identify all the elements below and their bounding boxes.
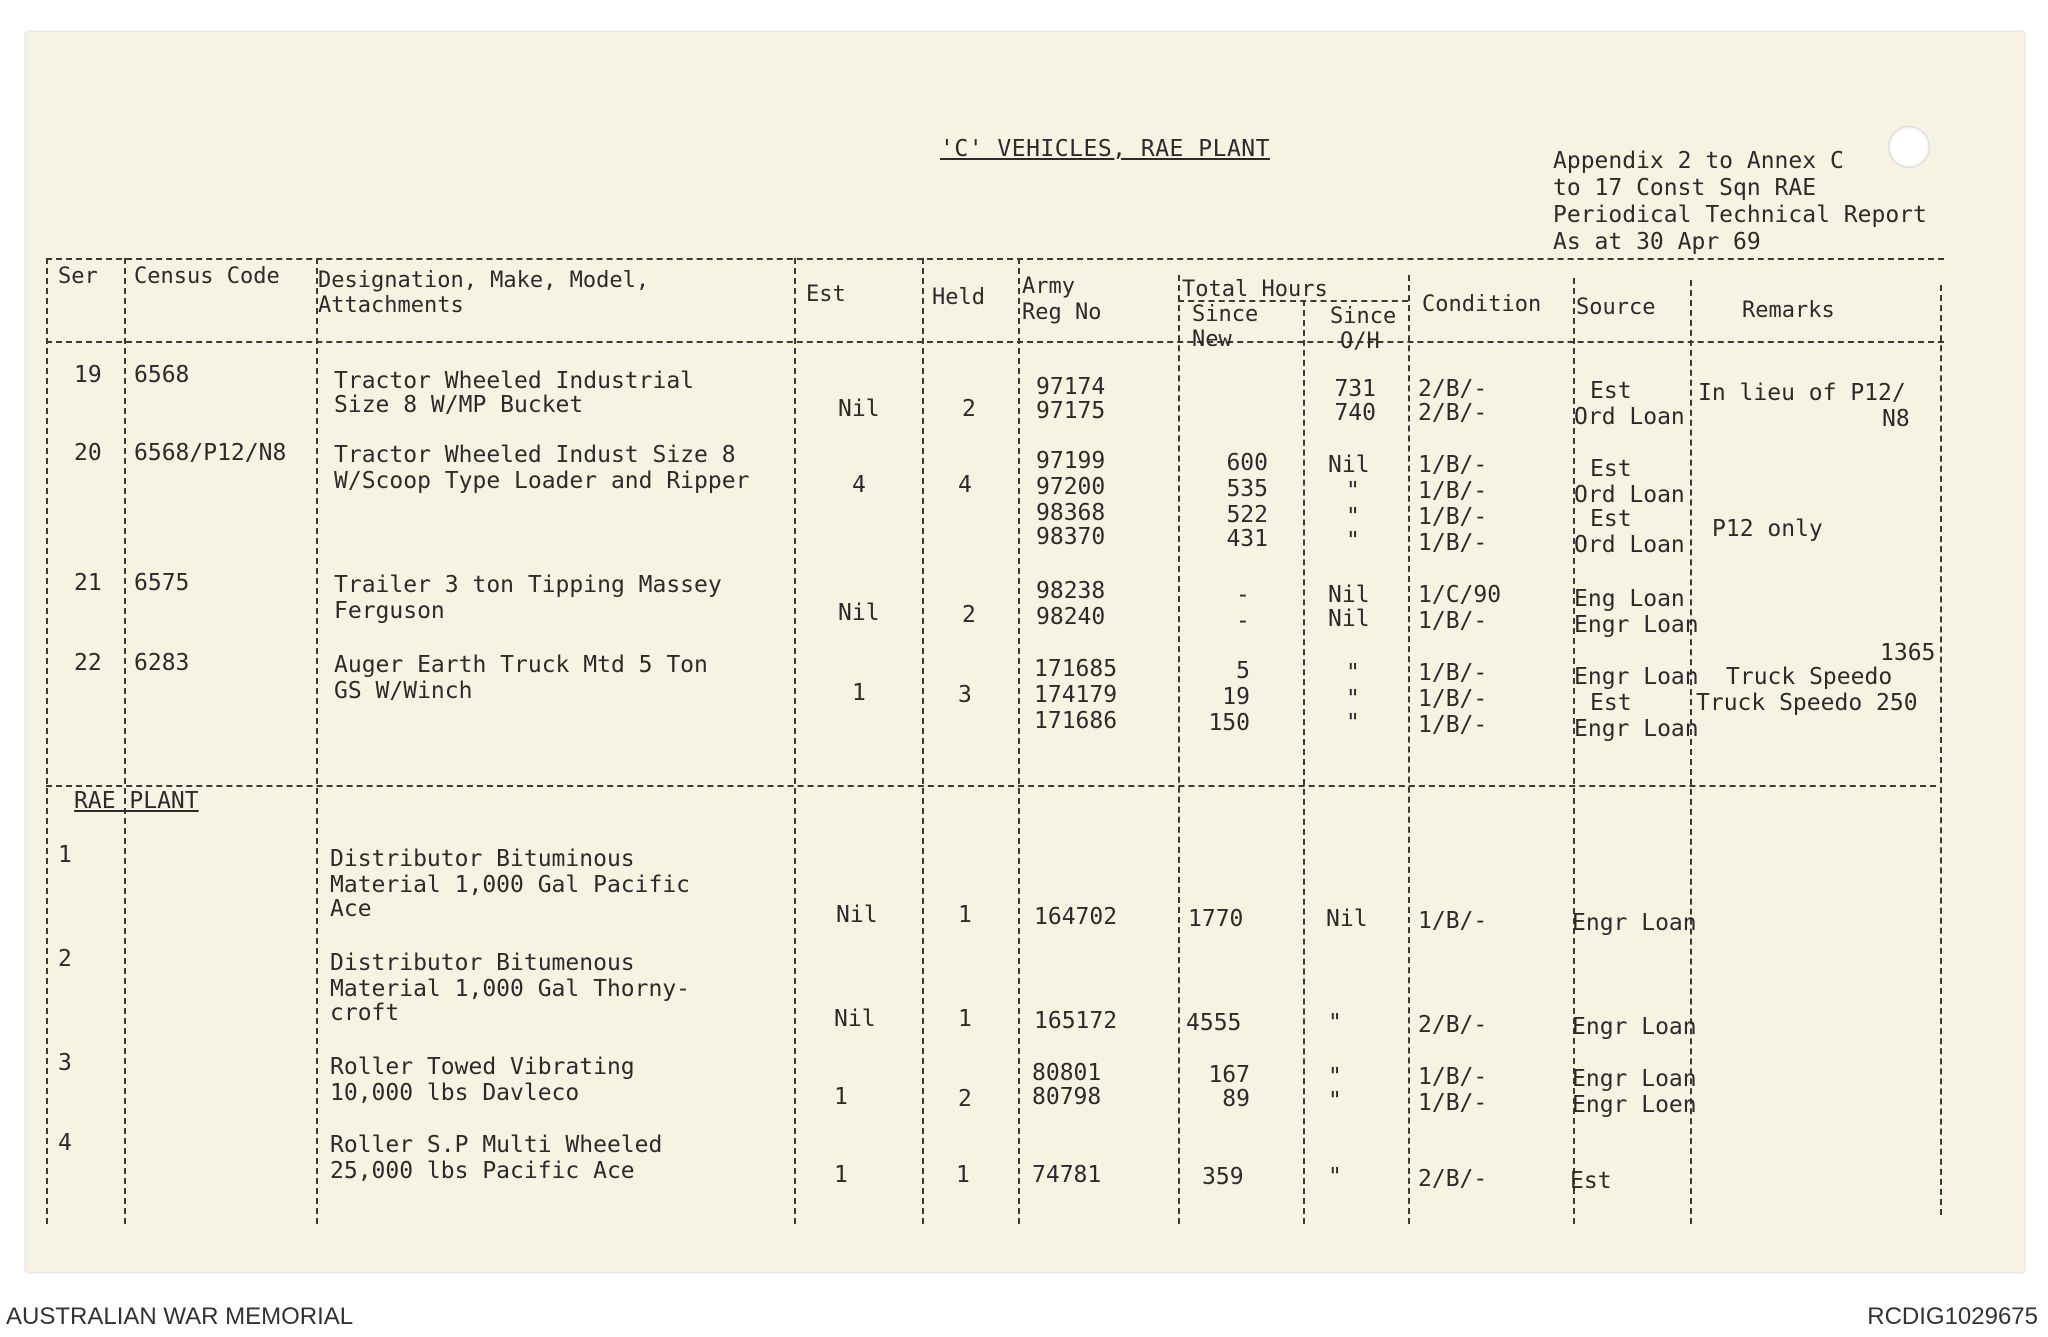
row-since-oh: Nil: [1328, 582, 1370, 608]
row-source: Est: [1590, 506, 1632, 532]
header-source: Source: [1576, 295, 1656, 320]
plant-row-source: Engr Loen: [1572, 1092, 1697, 1118]
plant-row-designation: Distributor Bitumenous: [330, 950, 635, 976]
plant-row-est: Nil: [836, 902, 878, 928]
row-source: Engr Loan: [1574, 664, 1699, 690]
row-since-oh: ": [1346, 686, 1360, 712]
plant-row-designation: Distributor Bituminous: [330, 846, 635, 872]
plant-row-designation: 10,000 lbs Davleco: [330, 1080, 580, 1106]
appendix-line: Periodical Technical Report: [1553, 202, 1927, 228]
plant-row-held: 1: [956, 1162, 970, 1188]
plant-row-since-new: 4555: [1186, 1010, 1242, 1036]
row-est: Nil: [838, 396, 880, 422]
plant-row-reg-no: 80798: [1032, 1084, 1102, 1110]
row-since-oh: Nil: [1328, 606, 1370, 632]
plant-row-since-new: 89: [1222, 1086, 1250, 1112]
row-since-oh: ": [1346, 528, 1360, 554]
row-census-code: 6575: [134, 570, 190, 596]
row-since-new: 535: [1226, 476, 1268, 502]
row-since-oh: ": [1346, 478, 1360, 504]
row-source: Engr Loan: [1574, 612, 1699, 638]
plant-row-condition: 2/B/-: [1418, 1012, 1488, 1038]
header-census-code: Census Code: [134, 264, 280, 289]
row-est: 1: [852, 680, 866, 706]
row-reg-no: 171685: [1034, 656, 1118, 682]
row-designation: Auger Earth Truck Mtd 5 Ton: [334, 652, 708, 678]
row-condition: 1/B/-: [1418, 686, 1488, 712]
col-line: [794, 258, 796, 1224]
row-designation: W/Scoop Type Loader and Ripper: [334, 468, 750, 494]
row-designation: GS W/Winch: [334, 678, 473, 704]
plant-row-reg-no: 164702: [1034, 904, 1118, 930]
row-since-new: -: [1236, 608, 1250, 634]
plant-row-designation: Roller Towed Vibrating: [330, 1054, 635, 1080]
plant-row-condition: 1/B/-: [1418, 1090, 1488, 1116]
plant-row-since-oh: ": [1328, 1164, 1342, 1190]
row-condition: 1/B/-: [1418, 530, 1488, 556]
row-reg-no: 174179: [1034, 682, 1118, 708]
plant-row-designation: Roller S.P Multi Wheeled: [330, 1132, 663, 1158]
header-est: Est: [806, 282, 846, 307]
header-rule: [46, 341, 1944, 343]
footer-credit: AUSTRALIAN WAR MEMORIAL: [6, 1303, 354, 1330]
plant-row-designation: Ace: [330, 896, 372, 922]
row-source: Ord Loan: [1574, 404, 1685, 430]
appendix-line: Appendix 2 to Annex C: [1553, 148, 1844, 174]
row-designation: Tractor Wheeled Industrial: [334, 368, 695, 394]
row-source: Ord Loan: [1574, 532, 1685, 558]
row-since-new: 431: [1226, 526, 1268, 552]
plant-row-held: 1: [958, 1006, 972, 1032]
row-reg-no: 98368: [1036, 500, 1106, 526]
plant-row-reg-no: 165172: [1034, 1008, 1118, 1034]
plant-row-source: Engr Loan: [1572, 1066, 1697, 1092]
row-designation: Ferguson: [334, 598, 445, 624]
plant-row-designation: 25,000 lbs Pacific Ace: [330, 1158, 635, 1184]
plant-row-since-oh: Nil: [1326, 906, 1368, 932]
row-designation: Trailer 3 ton Tipping Massey: [334, 572, 722, 598]
plant-row-ser: 1: [58, 842, 72, 868]
row-census-code: 6568: [134, 362, 190, 388]
plant-row-since-new: 1770: [1188, 906, 1244, 932]
row-designation: Size 8 W/MP Bucket: [334, 392, 584, 418]
plant-row-since-new: 167: [1208, 1062, 1250, 1088]
row-condition: 1/B/-: [1418, 712, 1488, 738]
row-ser: 19: [74, 362, 102, 388]
row-census-code: 6283: [134, 650, 190, 676]
row-census-code: 6568/P12/N8: [134, 440, 287, 466]
table-top-rule: [46, 258, 1944, 260]
row-designation: Tractor Wheeled Indust Size 8: [334, 442, 736, 468]
header-designation: Attachments: [318, 293, 464, 318]
row-since-new: -: [1236, 582, 1250, 608]
row-remarks: Truck Speedo 250: [1696, 690, 1918, 716]
row-since-new: 600: [1226, 450, 1268, 476]
row-remarks: In lieu of P12/: [1698, 380, 1906, 406]
row-remarks: 1365: [1880, 640, 1936, 666]
row-held: 2: [962, 396, 976, 422]
row-reg-no: 98238: [1036, 578, 1106, 604]
col-line: [1303, 300, 1305, 1224]
col-line: [124, 258, 126, 1224]
row-reg-no: 98240: [1036, 604, 1106, 630]
row-condition: 1/B/-: [1418, 608, 1488, 634]
plant-row-source: Engr Loan: [1572, 1014, 1697, 1040]
row-condition: 1/B/-: [1418, 504, 1488, 530]
col-line: [1018, 258, 1020, 1224]
plant-row-since-oh: ": [1328, 1088, 1342, 1114]
row-condition: 2/B/-: [1418, 400, 1488, 426]
row-reg-no: 171686: [1034, 708, 1118, 734]
plant-row-held: 1: [958, 902, 972, 928]
footer-record-id: RCDIG1029675: [1867, 1303, 2038, 1330]
plant-row-reg-no: 74781: [1032, 1162, 1102, 1188]
header-army-reg: Reg No: [1022, 300, 1102, 325]
header-army-reg: Army: [1022, 274, 1075, 299]
row-source: Est: [1590, 456, 1632, 482]
row-reg-no: 97199: [1036, 448, 1106, 474]
row-remarks: P12 only: [1712, 516, 1823, 542]
plant-row-source: Engr Loan: [1572, 910, 1697, 936]
plant-row-ser: 2: [58, 946, 72, 972]
row-condition: 1/B/-: [1418, 478, 1488, 504]
row-since-new: 19: [1222, 684, 1250, 710]
row-since-oh: ": [1346, 710, 1360, 736]
appendix-line: As at 30 Apr 69: [1553, 229, 1761, 255]
row-since-new: 522: [1226, 502, 1268, 528]
plant-row-reg-no: 80801: [1032, 1060, 1102, 1086]
plant-row-designation: Material 1,000 Gal Pacific: [330, 872, 691, 898]
plant-row-ser: 4: [58, 1130, 72, 1156]
appendix-reference: [1553, 148, 1927, 256]
col-line: [1940, 285, 1942, 1215]
section-rule: [46, 785, 1936, 787]
row-est: 4: [852, 472, 866, 498]
col-line: [1408, 275, 1410, 1224]
header-since-oh: Since: [1330, 304, 1397, 329]
header-since-oh: O/H: [1340, 329, 1380, 354]
row-condition: 1/B/-: [1418, 452, 1488, 478]
plant-row-est: Nil: [834, 1006, 876, 1032]
row-source: Eng Loan: [1574, 586, 1685, 612]
row-source: Est: [1590, 690, 1632, 716]
row-ser: 20: [74, 440, 102, 466]
plant-row-est: 1: [834, 1084, 848, 1110]
row-condition: 1/B/-: [1418, 660, 1488, 686]
row-held: 3: [958, 682, 972, 708]
row-remarks: N8: [1882, 406, 1910, 432]
row-held: 2: [962, 602, 976, 628]
plant-row-condition: 1/B/-: [1418, 1064, 1488, 1090]
plant-row-source: Est: [1570, 1168, 1612, 1194]
plant-row-est: 1: [834, 1162, 848, 1188]
header-total-hours: Total Hours: [1182, 277, 1328, 302]
header-held: Held: [932, 285, 985, 310]
plant-row-since-new: 359: [1202, 1164, 1244, 1190]
row-reg-no: 97200: [1036, 474, 1106, 500]
row-ser: 21: [74, 570, 102, 596]
row-since-new: 150: [1208, 710, 1250, 736]
row-reg-no: 97175: [1036, 398, 1106, 424]
header-ser: Ser: [58, 264, 98, 289]
header-remarks: Remarks: [1742, 298, 1835, 323]
row-since-oh: 740: [1334, 400, 1376, 426]
col-line: [46, 258, 48, 1224]
appendix-line: to 17 Const Sqn RAE: [1553, 175, 1817, 201]
plant-row-designation: Material 1,000 Gal Thorny-: [330, 976, 691, 1002]
row-source: Engr Loan: [1574, 716, 1699, 742]
row-reg-no: 98370: [1036, 524, 1106, 550]
plant-row-designation: croft: [330, 1000, 400, 1026]
row-source: Ord Loan: [1574, 482, 1685, 508]
row-since-oh: ": [1346, 660, 1360, 686]
plant-row-condition: 1/B/-: [1418, 908, 1488, 934]
row-held: 4: [958, 472, 972, 498]
row-condition: 2/B/-: [1418, 376, 1488, 402]
row-remarks: Truck Speedo: [1726, 664, 1893, 690]
plant-row-ser: 3: [58, 1050, 72, 1076]
header-since-new: Since: [1192, 302, 1259, 327]
row-ser: 22: [74, 650, 102, 676]
row-since-new: 5: [1236, 658, 1250, 684]
row-since-oh: 731: [1334, 376, 1376, 402]
header-condition: Condition: [1422, 292, 1542, 317]
row-condition: 1/C/90: [1418, 582, 1502, 608]
row-source: Est: [1590, 378, 1632, 404]
header-designation: Designation, Make, Model,: [318, 268, 650, 293]
row-reg-no: 97174: [1036, 374, 1106, 400]
col-line: [922, 258, 924, 1224]
col-line: [316, 258, 318, 1224]
plant-row-since-oh: ": [1328, 1010, 1342, 1036]
row-since-oh: Nil: [1328, 452, 1370, 478]
header-since-new: New: [1192, 327, 1232, 352]
plant-row-since-oh: ": [1328, 1064, 1342, 1090]
row-est: Nil: [838, 600, 880, 626]
plant-row-condition: 2/B/-: [1418, 1166, 1488, 1192]
document-title: 'C' VEHICLES, RAE PLANT: [940, 136, 1270, 162]
section-label: RAE PLANT: [74, 788, 199, 814]
plant-row-held: 2: [958, 1086, 972, 1112]
row-since-oh: ": [1346, 504, 1360, 530]
